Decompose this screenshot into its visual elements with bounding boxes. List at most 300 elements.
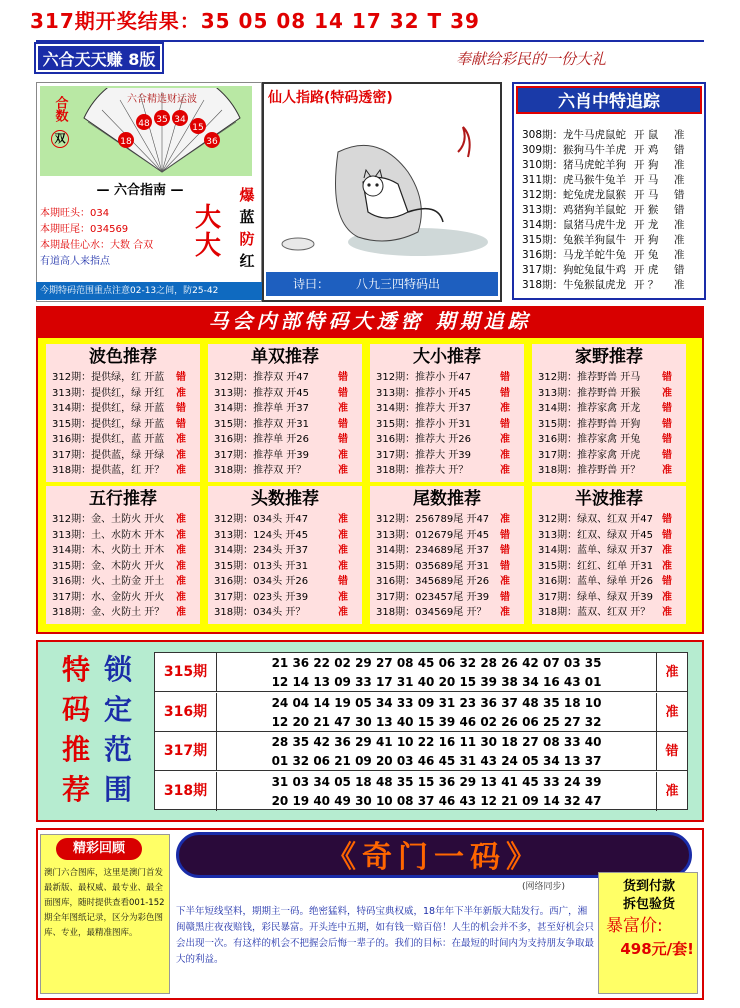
lock-numbers [217, 732, 657, 771]
side-word: 爆 [239, 186, 255, 204]
liuxiao-period: 318期： [522, 279, 564, 291]
card-row [46, 590, 200, 606]
card-row-text: 316期：推荐大 开26 [376, 434, 471, 445]
liuxiao-animal-list: 鼠猪马虎牛龙 [563, 219, 627, 231]
liuxiao-result: 开 鸡 [634, 144, 659, 156]
card-row-text: 312期：034头 开47 [214, 514, 309, 525]
lock-char: 围 [103, 773, 132, 806]
card-row-mark: 准 [338, 403, 348, 414]
card-row [370, 417, 524, 433]
card-row-mark: 准 [176, 514, 186, 525]
card-title: 尾数推荐 [413, 489, 481, 509]
liuxiao-mark: 错 [674, 144, 685, 156]
card-row [532, 417, 686, 433]
guide-line: 本期旺头：034 [40, 208, 110, 219]
poem-caption [266, 272, 498, 296]
lock-period: 317期 [155, 732, 217, 771]
lock-right-chars [98, 650, 138, 810]
big-character [192, 204, 224, 260]
lock-numbers [217, 693, 657, 732]
side-words [234, 184, 260, 274]
card-row [46, 432, 200, 448]
card-row [46, 574, 200, 590]
card-row-mark: 错 [500, 545, 510, 556]
card-row [532, 528, 686, 544]
card-row-text: 312期：金、土防火 开火 [52, 514, 165, 525]
card-row [208, 463, 362, 479]
card-row-text: 314期：推荐单 开37 [214, 403, 309, 414]
card-row [532, 605, 686, 621]
card-row-text: 317期：提供蓝，绿 开绿 [52, 449, 165, 461]
card-row-mark: 错 [662, 403, 672, 414]
lock-mark: 准 [665, 783, 679, 799]
liuxiao-mark: 准 [674, 234, 685, 246]
heshu-value: 双 [51, 130, 69, 148]
card-row [46, 528, 200, 544]
guide-title: — 六合指南 — [96, 183, 184, 198]
big-char: 大 [194, 203, 221, 233]
card-row-text: 315期：推荐小 开31 [376, 418, 471, 430]
qimen-body-text: 下半年短线坚料，期期主一码。绝密猛料，特码宝典权威，18年年下半年新版大陆发行。西广，湘闽赣黑庄夜夜赔钱，彩民暴富。开头连中五期，如有钱一赔百倍！人生的机会并不多，甚至好机会只会出现一次。有这样的机会不把握会后悔一辈子的。我们的目标：在最短的时间内为支持朋友争取最大的利益。 [176, 906, 595, 965]
liuxiao-mark: 准 [674, 249, 685, 261]
card-row-mark: 错 [176, 418, 186, 430]
lock-char: 特 [61, 653, 90, 686]
liuxiao-mark: 准 [674, 279, 685, 291]
card-row-text: 313期：红双、绿双 开45 [538, 529, 653, 541]
fan-ball-label: 36 [206, 137, 218, 147]
liuxiao-animals [522, 173, 634, 188]
lock-char: 范 [103, 733, 132, 766]
liuxiao-row [522, 173, 702, 188]
poem-label: 诗曰： [292, 277, 329, 291]
card-row-mark: 错 [662, 418, 672, 430]
card-row-mark: 准 [176, 449, 186, 461]
lock-char: 码 [61, 693, 90, 726]
mahui-banner: 马会内部特码大透密 期期追踪 [36, 306, 704, 336]
card-row-text: 313期：土、水防木 开木 [52, 529, 165, 541]
card-row-text: 314期：234头 开37 [214, 545, 309, 556]
card-row-mark: 准 [338, 449, 348, 461]
lock-row [155, 653, 687, 692]
card-row-text: 312期：绿双、红双 开47 [538, 514, 653, 525]
card-title: 半波推荐 [575, 489, 643, 509]
card-row [532, 512, 686, 528]
recommend-card [46, 344, 200, 482]
side-word: 红 [239, 252, 255, 270]
liuxiao-mark: 错 [674, 204, 685, 216]
card-row-text: 313期：124头 开45 [214, 529, 309, 541]
card-row-text: 314期：推荐大 开37 [376, 403, 471, 414]
lock-left-chars [56, 650, 96, 810]
card-row [532, 543, 686, 559]
card-row-mark: 准 [338, 545, 348, 556]
lock-numbers-line: 24 04 14 19 05 34 33 09 31 23 36 37 48 35 18 10 [271, 695, 602, 710]
liuxiao-title: 六肖中特追踪 [516, 86, 702, 114]
card-row-text: 315期：提供红，绿 开蓝 [52, 418, 165, 430]
card-row [208, 574, 362, 590]
liuxiao-animal-list: 猴狗马牛羊虎 [563, 144, 627, 156]
card-row-mark: 错 [662, 449, 672, 461]
card-row-text: 316期：提供红，蓝 开蓝 [52, 434, 165, 445]
card-row-mark: 错 [662, 576, 672, 587]
card-row [370, 448, 524, 464]
card-row [208, 512, 362, 528]
card-row [46, 543, 200, 559]
lock-numbers-line: 12 20 21 47 30 13 40 15 39 46 02 26 06 25 27 32 [271, 714, 602, 729]
lock-numbers-line: 20 19 40 49 30 10 08 37 46 43 12 21 09 14 32 47 [271, 793, 602, 808]
card-row-mark: 错 [662, 434, 672, 445]
liuxiao-animal-list: 龙牛马虎鼠蛇 [563, 129, 627, 141]
card-row-mark: 错 [176, 372, 186, 383]
liuxiao-result: 开 虎 [634, 264, 659, 276]
card-row [46, 370, 200, 386]
liuxiao-result: 开 马 [634, 174, 659, 186]
lock-numbers-line: 21 36 22 02 29 27 08 45 06 32 28 26 42 07 03 35 [271, 656, 602, 670]
header-slogan: 奉献给彩民的一份大礼 [455, 50, 606, 68]
card-row-text: 318期：蓝双、红双 开？ [538, 607, 651, 618]
cat-illustration [268, 112, 496, 268]
liuxiao-row [522, 278, 702, 293]
fan-ball-label: 34 [174, 115, 186, 125]
card-row-mark: 准 [500, 449, 510, 461]
card-row [370, 528, 524, 544]
lock-table [154, 652, 688, 810]
poem-text: 八九三四特码出 [356, 277, 441, 291]
card-row [46, 605, 200, 621]
card-row [370, 401, 524, 417]
card-row [370, 559, 524, 575]
card-row-mark: 准 [662, 387, 672, 399]
guide-line: 本期旺尾：034569 [40, 224, 129, 235]
card-row-mark: 错 [338, 434, 348, 445]
card-row-mark: 准 [176, 607, 186, 618]
card-row-text: 318期：提供蓝，红 开？ [52, 465, 165, 476]
card-row-text: 318期：推荐双 开？ [214, 465, 307, 476]
liuxiao-period: 308期： [522, 129, 564, 141]
card-row [370, 543, 524, 559]
liuxiao-animals [522, 248, 634, 263]
card-row [532, 559, 686, 575]
lock-period: 318期 [155, 772, 217, 811]
card-row-mark: 准 [176, 576, 186, 587]
card-row [208, 386, 362, 402]
fan-title: 六合精选财运波 [127, 94, 197, 105]
card-row-text: 318期：推荐大 开？ [376, 465, 469, 476]
liuxiao-period: 310期： [522, 159, 564, 171]
guide-title-text: 六合指南 [113, 183, 166, 198]
guide-line: 本期最佳心水：大数 合双 [40, 240, 154, 251]
liuxiao-row [522, 203, 702, 218]
lock-period: 315期 [155, 653, 217, 692]
recommend-card [532, 486, 686, 624]
card-row [532, 590, 686, 606]
card-row-mark: 准 [176, 529, 186, 541]
lock-mark: 准 [665, 704, 679, 720]
card-row-text: 317期：水、金防火 开火 [52, 591, 165, 603]
liuxiao-animal-list: 虎马猴牛兔羊 [563, 174, 627, 186]
card-row-mark: 准 [662, 607, 672, 618]
lock-numbers [217, 653, 657, 692]
card-row-text: 317期：推荐单 开39 [214, 449, 309, 461]
liuxiao-mark: 准 [674, 219, 685, 231]
card-row-mark: 错 [662, 372, 672, 383]
promo-price-label: 暴富价: [606, 916, 663, 936]
qimen-banner: 《奇门一码》 [176, 832, 692, 878]
card-row-text: 313期：012679尾 开45 [376, 529, 490, 541]
card-row-text: 313期：推荐野兽 开猴 [538, 387, 641, 399]
card-row-mark: 错 [662, 514, 672, 525]
card-row [370, 574, 524, 590]
card-title: 头数推荐 [251, 489, 319, 509]
liuxiao-row [522, 263, 702, 278]
liuxiao-row [522, 218, 702, 233]
liuxiao-animal-list: 鸡猪狗羊鼠蛇 [563, 204, 627, 216]
card-row-text: 318期：034569尾 开？ [376, 607, 487, 618]
card-title: 大小推荐 [413, 347, 481, 367]
card-row [208, 401, 362, 417]
fan-ball-label: 35 [156, 115, 168, 125]
card-row-text: 316期：火、土防金 开土 [52, 576, 165, 587]
card-row-mark: 准 [176, 387, 186, 399]
card-row-text: 314期：推荐家禽 开龙 [538, 403, 641, 414]
side-word: 防 [239, 230, 255, 248]
recommend-card [46, 486, 200, 624]
liuxiao-animals [522, 128, 634, 143]
card-row-mark: 准 [500, 514, 510, 525]
card-row [46, 559, 200, 575]
card-row-text: 312期：提供绿，红 开蓝 [52, 372, 165, 383]
card-row-mark: 准 [338, 514, 348, 525]
lock-numbers-line: 01 32 06 21 09 20 03 46 45 31 43 24 05 34 13 37 [271, 754, 602, 768]
liuxiao-period: 311期： [522, 174, 564, 186]
liuxiao-mark: 错 [674, 189, 685, 201]
fan-ball-label: 18 [120, 137, 132, 147]
lock-char: 定 [103, 693, 132, 726]
card-title: 家野推荐 [575, 347, 643, 367]
lock-row [155, 732, 687, 771]
liuxiao-animals [522, 188, 634, 203]
liuxiao-mark: 准 [674, 174, 685, 186]
card-row [532, 401, 686, 417]
liuxiao-animal-list: 马龙羊蛇牛兔 [563, 249, 627, 261]
lock-numbers-line: 12 14 13 09 33 17 31 40 20 15 39 38 34 16 43 01 [271, 675, 602, 689]
card-row [46, 512, 200, 528]
liuxiao-result: 开 兔 [634, 249, 659, 261]
card-row-text: 315期：红红、红单 开31 [538, 560, 653, 572]
liuxiao-result: 开 ？ [634, 279, 659, 291]
fan-illustration [78, 88, 246, 174]
card-row [208, 528, 362, 544]
card-row-mark: 错 [338, 387, 348, 399]
card-row [208, 417, 362, 433]
card-row-mark: 错 [338, 418, 348, 430]
lock-mark: 准 [665, 665, 679, 680]
card-row-mark: 错 [662, 529, 672, 541]
card-row-text: 315期：013头 开31 [214, 560, 309, 572]
card-row-mark: 错 [338, 372, 348, 383]
lock-char: 推 [61, 733, 90, 766]
card-row-text: 318期：推荐野兽 开？ [538, 465, 641, 476]
card-row-text: 316期：推荐单 开26 [214, 434, 309, 445]
card-title: 单双推荐 [251, 347, 319, 367]
card-row-text: 315期：金、木防火 开火 [52, 560, 165, 572]
recommend-card [370, 486, 524, 624]
liuxiao-animals [522, 143, 634, 158]
liuxiao-result: 开 鼠 [634, 129, 659, 141]
card-row [208, 590, 362, 606]
fan-ball-label: 15 [192, 123, 204, 133]
card-row-mark: 错 [176, 403, 186, 414]
liuxiao-mark: 准 [674, 159, 685, 171]
card-row-mark: 准 [500, 434, 510, 445]
card-row [46, 417, 200, 433]
card-row [532, 448, 686, 464]
card-title: 五行推荐 [89, 489, 157, 509]
liuxiao-row [522, 248, 702, 263]
heshu-text: 合数 [52, 96, 68, 122]
card-row [532, 370, 686, 386]
card-row-mark: 准 [338, 560, 348, 572]
liuxiao-animals [522, 203, 634, 218]
card-row-mark: 错 [338, 576, 348, 587]
liuxiao-period: 317期： [522, 264, 564, 276]
card-row-text: 312期：推荐双 开47 [214, 372, 309, 383]
liuxiao-period: 315期： [522, 234, 564, 246]
card-row-mark: 准 [176, 434, 186, 445]
card-row-mark: 准 [176, 591, 186, 603]
liuxiao-result: 开 龙 [634, 219, 659, 231]
card-row [532, 386, 686, 402]
liuxiao-mark: 错 [674, 264, 685, 276]
card-row-text: 312期：推荐野兽 开马 [538, 372, 641, 383]
card-row-text: 314期：蓝单、绿双 开37 [538, 545, 653, 556]
card-row-mark: 错 [500, 372, 510, 383]
card-row-mark: 错 [500, 418, 510, 430]
liuxiao-period: 312期： [522, 189, 564, 201]
fan-ball-label: 48 [138, 119, 150, 129]
card-row [532, 463, 686, 479]
card-row-text: 315期：推荐双 开31 [214, 418, 309, 430]
card-row-mark: 准 [500, 465, 510, 476]
promo-line: 拆包验货 [622, 897, 675, 912]
liuxiao-result: 开 猴 [634, 204, 659, 216]
lock-numbers-line: 28 35 42 36 29 41 10 22 16 11 30 18 27 08 33 40 [271, 735, 602, 749]
card-row [46, 401, 200, 417]
review-text: 澳门六合图库，这里是澳门首发最新版、最权威、最专业、最全面图库，随时提供查看001-152期全年图纸记录，区分为彩色图库、专业，最精准图库。 [44, 868, 165, 938]
card-row-mark: 准 [662, 465, 672, 476]
liuxiao-animals [522, 218, 634, 233]
card-row [46, 463, 200, 479]
card-row-text: 312期：256789尾 开47 [376, 514, 490, 525]
card-row-mark: 准 [500, 607, 510, 618]
liuxiao-row [522, 233, 702, 248]
promo-price: 498元/套! [620, 940, 694, 958]
card-row-mark: 准 [662, 545, 672, 556]
card-row-mark: 准 [500, 576, 510, 587]
card-row-text: 317期：绿单、绿双 开39 [538, 591, 653, 603]
card-row [370, 512, 524, 528]
card-row [46, 386, 200, 402]
card-row-mark: 准 [662, 591, 672, 603]
liuxiao-result: 开 马 [634, 189, 659, 201]
liuxiao-result: 开 狗 [634, 159, 659, 171]
lock-numbers [217, 772, 657, 811]
card-row-text: 316期：推荐家禽 开兔 [538, 434, 641, 445]
card-row-text: 316期：345689尾 开26 [376, 576, 490, 587]
card-row-text: 315期：推荐野兽 开狗 [538, 418, 641, 430]
card-row-text: 313期：推荐双 开45 [214, 387, 309, 399]
card-row-mark: 错 [500, 591, 510, 603]
card-row-mark: 准 [338, 591, 348, 603]
card-row-text: 317期：023头 开39 [214, 591, 309, 603]
card-row-text: 313期：提供红，绿 开红 [52, 387, 165, 399]
card-row-text: 314期：234689尾 开37 [376, 545, 490, 556]
card-row [46, 448, 200, 464]
liuxiao-period: 309期： [522, 144, 564, 156]
card-row-text: 317期：推荐家禽 开虎 [538, 449, 641, 461]
guide-note: 有道高人来指点 [40, 256, 110, 267]
liuxiao-animal-list: 狗蛇兔鼠牛鸡 [563, 264, 627, 276]
card-row-mark: 准 [176, 545, 186, 556]
lock-mark: 错 [665, 744, 679, 759]
card-row [208, 605, 362, 621]
edition-badge: 六合天天赚 8版 [36, 44, 162, 72]
liuxiao-animals [522, 158, 634, 173]
review-title: 精彩回顾 [56, 838, 142, 860]
liuxiao-animal-list: 蛇兔虎龙鼠猴 [563, 189, 627, 201]
card-row [370, 463, 524, 479]
card-row-text: 313期：推荐小 开45 [376, 387, 471, 399]
card-title: 波色推荐 [89, 347, 157, 367]
guide-footer: 今期特码范围重点注意02-13之间，防25-42 [36, 282, 262, 300]
heshu-label [48, 92, 72, 160]
side-word: 蓝 [239, 208, 255, 226]
card-row [532, 432, 686, 448]
liuxiao-animal-list: 猪马虎蛇羊狗 [563, 159, 627, 171]
lock-numbers-line: 31 03 34 05 18 48 35 15 36 29 13 41 45 33 24 39 [271, 774, 602, 789]
recommend-card [208, 344, 362, 482]
liuxiao-animal-list: 兔猴羊狗鼠牛 [563, 234, 627, 246]
draw-result-bar: 317期开奖结果：35 05 08 14 17 32 T 39 [30, 9, 480, 33]
liuxiao-period: 313期： [522, 204, 564, 216]
lock-row [155, 693, 687, 732]
card-row [208, 432, 362, 448]
card-row-text: 312期：推荐小 开47 [376, 372, 471, 383]
card-row-mark: 准 [338, 465, 348, 476]
recommend-card [370, 344, 524, 482]
lock-row [155, 772, 687, 811]
card-row [208, 559, 362, 575]
card-row-mark: 错 [500, 560, 510, 572]
liuxiao-row [522, 128, 702, 143]
liuxiao-row [522, 188, 702, 203]
card-row [370, 370, 524, 386]
card-row [208, 448, 362, 464]
recommend-card [532, 344, 686, 482]
liuxiao-animal-list: 牛兔猴鼠虎龙 [563, 279, 627, 291]
card-row-mark: 准 [500, 403, 510, 414]
card-row-text: 317期：023457尾 开39 [376, 591, 490, 603]
card-row-text: 315期：035689尾 开31 [376, 560, 490, 572]
liuxiao-result: 开 狗 [634, 234, 659, 246]
card-row-text: 314期：木、火防土 开木 [52, 545, 165, 556]
card-row-mark: 准 [176, 560, 186, 572]
card-row-text: 318期：金、火防土 开？ [52, 607, 165, 618]
promo-line: 货到付款 [622, 879, 675, 894]
card-row [370, 386, 524, 402]
card-row-text: 318期：034头 开？ [214, 607, 306, 618]
card-row [370, 605, 524, 621]
